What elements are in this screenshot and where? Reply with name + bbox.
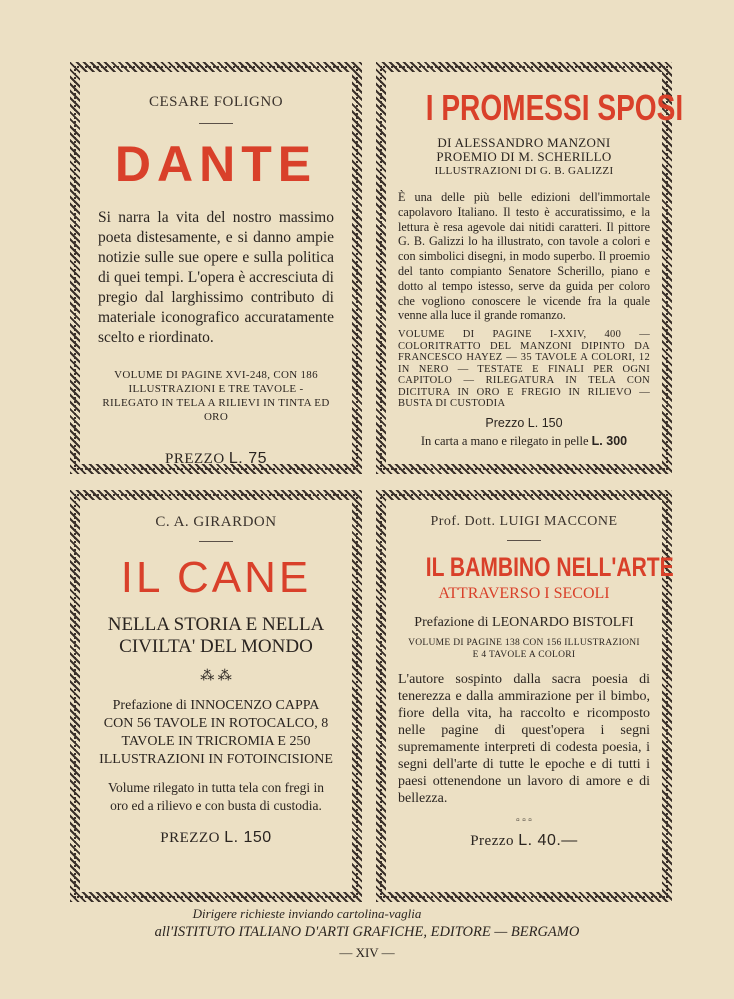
divider (199, 541, 233, 542)
cane-price-label: PREZZO (160, 830, 220, 846)
promessi-price-pelle-value: L. 300 (591, 433, 628, 448)
bambino-price (398, 832, 650, 850)
cane-binding: Volume rilegato in tutta tela con fregi in oro ed a rilievo e con busta di custodia. (107, 780, 325, 813)
cane-details: Prefazione di INNOCENZO CAPPA CON 56 TAVOLE IN ROTOCALCO, 8 TAVOLE IN TRICROMIA E 250 ILLUSTRAZIONI IN FOTOINCISIONE (99, 698, 333, 767)
bambino-subtitle: ATTRAVERSO I SECOLI (438, 585, 610, 602)
dante-details: VOLUME DI PAGINE XVI-248, CON 186 ILLUSTRAZIONI E TRE TAVOLE - RILEGATO IN TELA A RILIEVI IN TINTA ED ORO (102, 369, 330, 423)
footer-line-2: all'ISTITUTO ITALIANO D'ARTI GRAFICHE, EDITORE — BERGAMO (154, 924, 580, 940)
divider (507, 540, 541, 541)
footer-line-1: Dirigere richieste inviando cartolina-vaglia (192, 906, 422, 921)
bambino-details: VOLUME DI PAGINE 138 CON 156 ILLUSTRAZIONI E 4 TAVOLE A COLORI (408, 638, 640, 660)
promessi-proemio: PROEMIO DI M. SCHERILLO (436, 149, 612, 164)
cane-price-value: L. 150 (224, 829, 272, 846)
dante-panel (70, 62, 362, 474)
bambino-preface: Prefazione di LEONARDO BISTOLFI (414, 615, 634, 630)
promessi-price-pelle-text: In carta a mano e rilegato in pelle (420, 433, 589, 448)
footer (0, 906, 734, 961)
bambino-author: Prof. Dott. LUIGI MACCONE (430, 514, 618, 529)
bambino-panel (376, 490, 672, 902)
promessi-illustrazioni: ILLUSTRAZIONI DI G. B. GALIZZI (434, 165, 614, 177)
cane-price (98, 829, 334, 847)
promessi-details: VOLUME DI PAGINE I-XXIV, 400 — COLORITRATTO DEL MANZONI DIPINTO DA FRANCESCO HAYEZ — 35 TAVOLE A COLORI, 12 IN NERO — TESTATE E FINALI PER OGNI CAPITOLO — RILEGATURA IN TELA CON DICITURA IN ORO E FREGIO IN RILIEVO — BUSTA DI CUSTODIA (398, 329, 650, 410)
bambino-price-label: Prezzo (470, 833, 515, 849)
cane-subtitle-1: NELLA STORIA E NELLA (107, 614, 325, 635)
bambino-ornament: ▫ ▫ ▫ (516, 815, 532, 826)
promessi-title: I PROMESSI SPOSI (425, 87, 684, 128)
bambino-title: IL BAMBINO NELL'ARTE (425, 552, 674, 582)
promessi-price-pelle (398, 434, 650, 449)
dante-price-label: PREZZO (164, 451, 225, 467)
bambino-description: L'autore sospinto dalla sacra poesia di tenerezza e dalla ammirazione per il bimbo, fiore della vita, ha raccolto e ricomposto nelle pagine di quest'opera i segni supremamente interpreti di codesta poesia, i segni dell'arte di tutte le epoche e di tutti i paesi ottenendone un lavoro di amore e di bellezza. (398, 672, 650, 806)
cane-ornament: ⁂ ⁂ (200, 669, 232, 684)
cane-title: IL CANE (120, 553, 312, 602)
cane-subtitle-2: CIVILTA' DEL MONDO (119, 636, 313, 657)
dante-price-value: L. 75 (228, 450, 267, 467)
bambino-price-value: L. 40.— (518, 832, 578, 849)
dante-description: Si narra la vita del nostro massimo poeta distesamente, e si danno ampie notizie sulle sue opere e sulla politica di quei tempi. L'opera è accresciuta di pregio dal larghissimo contributo di materiale iconografico accuratamente scelto e riordinato. (98, 209, 334, 346)
divider (199, 123, 233, 124)
dante-author: CESARE FOLIGNO (148, 94, 284, 110)
cane-panel (70, 490, 362, 902)
promessi-author: DI ALESSANDRO MANZONI (437, 135, 611, 150)
promessi-price: Prezzo L. 150 (485, 415, 563, 430)
cane-author: C. A. GIRARDON (155, 514, 277, 530)
page-number: — XIV — (339, 945, 395, 960)
dante-title: DANTE (114, 136, 318, 192)
promessi-panel (376, 62, 684, 474)
dante-price (98, 450, 334, 468)
promessi-description: È una delle più belle edizioni dell'immortale capolavoro Italiano. Il testo è accuratissimo, e la lettura è resa agevole dai nitidi caratteri. Il pittore G. B. Galizzi lo ha illustrato, con tavole a colori e con simbolici disegni, in modo superbo. Il proemio del tanto compianto Senatore Scherillo, piano e dotto al tempo istesso, serve da guida per coloro che vogliono conoscere le vicende fra la quale venne alla luce il grande romanzo. (398, 190, 650, 323)
